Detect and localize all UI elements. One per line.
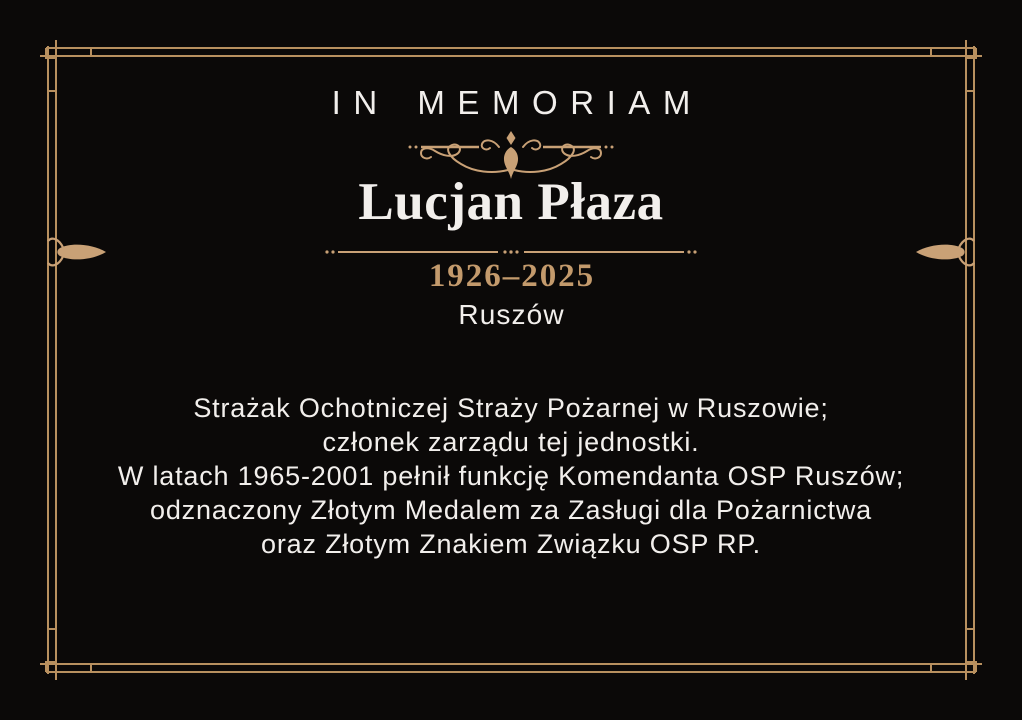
tribute-line: członek zarządu tej jednostki.	[322, 427, 700, 457]
place-name: Ruszów	[458, 299, 565, 330]
life-years: 1926–2025	[428, 258, 596, 294]
in-memoriam-heading: IN MEMORIAM	[331, 84, 703, 121]
tribute-text	[0, 391, 1022, 561]
name-divider-icon	[325, 250, 696, 253]
tribute-line: W latach 1965-2001 pełnił funkcję Komendanta OSP Ruszów;	[117, 461, 905, 491]
tribute-line: odznaczony Złotym Medalem za Zasługi dla Pożarnictwa	[150, 495, 872, 525]
tribute-line: oraz Złotym Znakiem Związku OSP RP.	[261, 529, 761, 559]
tribute-line: Strażak Ochotniczej Straży Pożarnej w Ruszowie;	[193, 393, 829, 423]
deceased-name: Lucjan Płaza	[358, 173, 664, 231]
